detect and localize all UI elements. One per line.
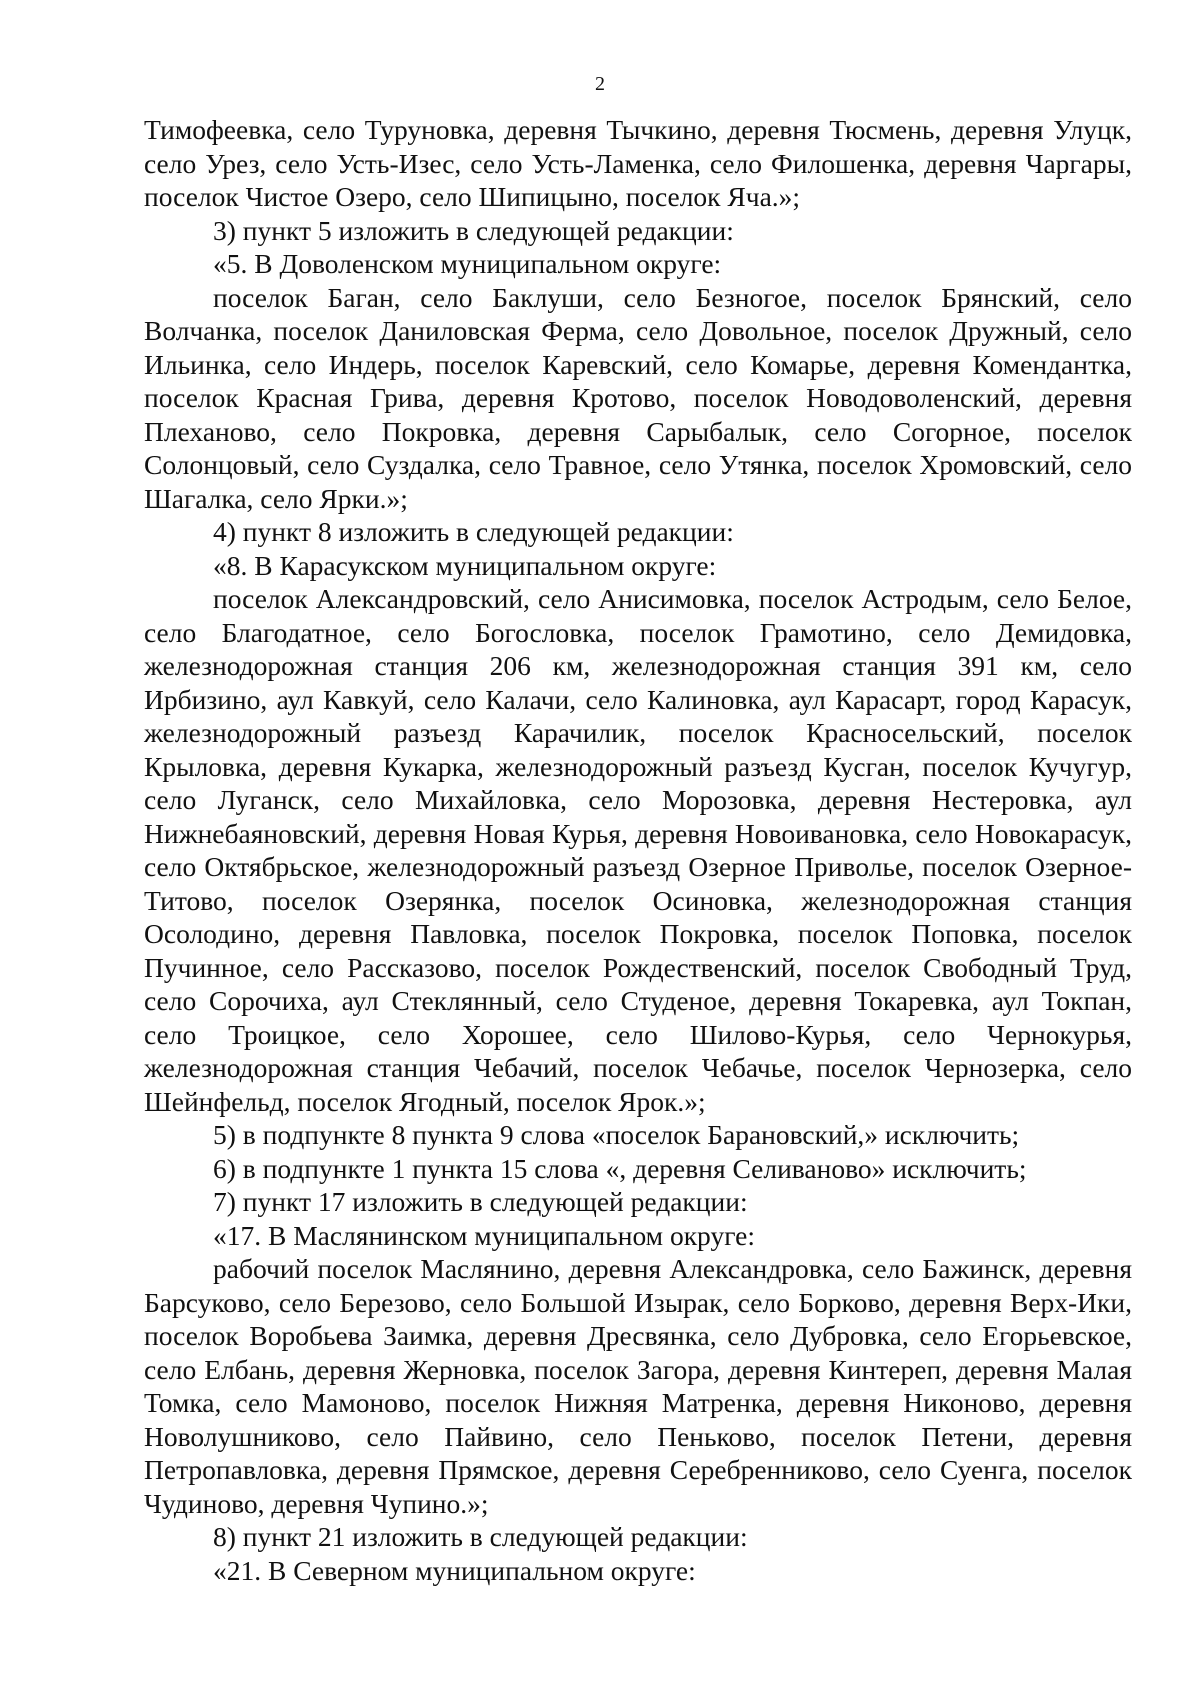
paragraph-item-8: 8) пункт 21 изложить в следующей редакции:: [213, 1521, 748, 1552]
paragraph-point-21-heading: «21. В Северном муниципальном округе:: [213, 1554, 696, 1586]
page-number: 2: [595, 73, 605, 95]
paragraph-point-17-heading: «17. В Маслянинском муниципальном округе:: [213, 1219, 755, 1251]
paragraph-point-17-list: рабочий поселок Маслянино, деревня Александровка, село Бажинск, деревня Барсуково, село Березово, село Большой Изырак, село Борково, деревня Верх-Ики, поселок Воробьева Заимка, деревня Дресвянка, село Дубровка, село Егорьевское, село Елбань, деревня Жерновка, поселок Загора, деревня Кинтереп, деревня Малая Томка, село Мамоново, поселок Нижняя Матренка, деревня Никоново, деревня Новолушниково, село Пайвино, село Пеньково, поселок Петени, деревня Петропавловка, деревня Прямское, деревня Серебренниково, село Суенга, поселок Чудиново, деревня Чупино.»;: [144, 1253, 1132, 1519]
paragraph-item-4: 4) пункт 8 изложить в следующей редакции:: [213, 516, 734, 547]
paragraph-item-7: 7) пункт 17 изложить в следующей редакции:: [213, 1186, 748, 1217]
paragraph-item-6: 6) в подпункте 1 пункта 15 слова «, деревня Селиваново» исключить;: [213, 1152, 1027, 1184]
paragraph-point-8-list: поселок Александровский, село Анисимовка, поселок Астродым, село Белое, село Благодатное, село Богословка, поселок Грамотино, село Демидовка, железнодорожная станция 206 км, железнодорожная станция 391 км, село Ирбизино, аул Кавкуй, село Калачи, село Калиновка, аул Карасарт, город Карасук, железнодорожный разъезд Карачилик, поселок Красносельский, поселок Крыловка, деревня Кукарка, железнодорожный разъезд Кусган, поселок Кучугур, село Луганск, село Михайловка, село Морозовка, деревня Нестеровка, аул Нижнебаяновский, деревня Новая Курья, деревня Новоивановка, село Новокарасук, село Октябрьское, железнодорожный разъезд Озерное Приволье, поселок Озерное-Титово, поселок Озерянка, поселок Осиновка, железнодорожная станция Осолодино, деревня Павловка, поселок Покровка, поселок Поповка, поселок Пучинное, село Рассказово, поселок Рождественский, поселок Свободный Труд, село Сорочиха, аул Стеклянный, село Студеное, деревня Токаревка, аул Токпан, село Троицкое, село Хорошее, село Шилово-Курья, село Чернокурья, железнодорожная станция Чебачий, поселок Чебачье, поселок Чернозерка, село Шейнфельд, поселок Ягодный, поселок Ярок.»;: [144, 583, 1132, 1117]
paragraph-point-5-heading: «5. В Доволенском муниципальном округе:: [213, 248, 722, 279]
paragraph-item-3: 3) пункт 5 изложить в следующей редакции:: [213, 214, 734, 246]
document-body: [144, 113, 1132, 1587]
paragraph-point-8-heading: «8. В Карасукском муниципальном округе:: [213, 549, 717, 581]
paragraph-point-5-list: поселок Баган, село Баклуши, село Безногое, поселок Брянский, село Волчанка, поселок Даниловская Ферма, село Довольное, поселок Дружный, село Ильинка, село Индерь, поселок Каревский, село Комарье, деревня Комендантка, поселок Красная Грива, деревня Кротово, поселок Новодоволенский, деревня Плеханово, село Покровка, деревня Сарыбалык, село Согорное, поселок Солонцовый, село Суздалка, село Травное, село Утянка, поселок Хромовский, село Шагалка, село Ярки.»;: [144, 281, 1132, 514]
paragraph-continuation: Тимофеевка, село Туруновка, деревня Тычкино, деревня Тюсмень, деревня Улуцк, село Урез, село Усть-Изес, село Усть-Ламенка, село Филошенка, деревня Чаргары, поселок Чистое Озеро, село Шипицыно, поселок Яча.»;: [144, 114, 1132, 212]
paragraph-item-5: 5) в подпункте 8 пункта 9 слова «поселок Барановский,» исключить;: [213, 1119, 1020, 1150]
